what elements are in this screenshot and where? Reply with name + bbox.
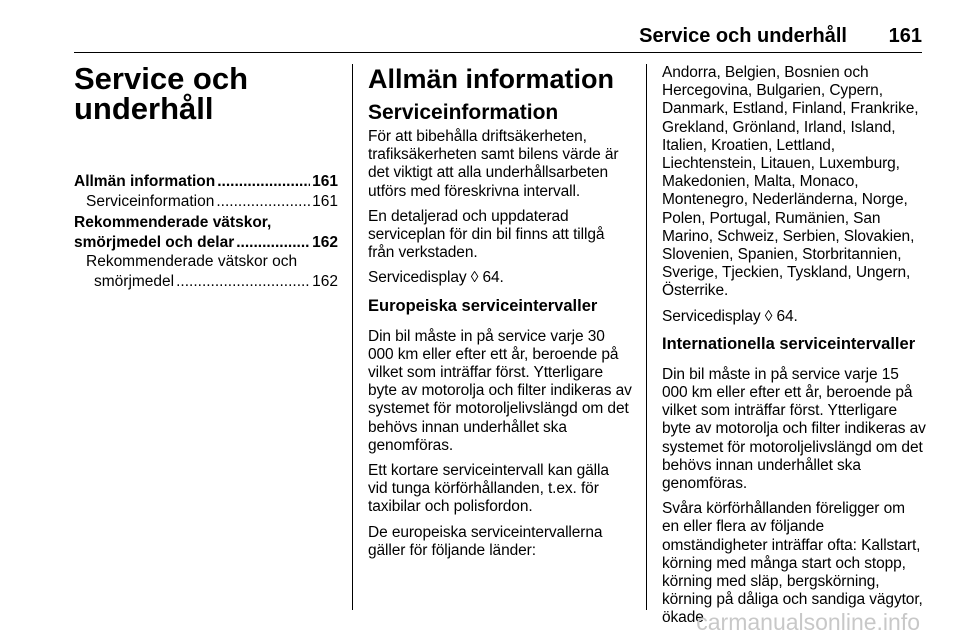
chapter-title: Service och underhåll bbox=[74, 61, 249, 126]
eu-intervals-heading: Europeiska serviceintervaller bbox=[368, 296, 598, 315]
paragraph: Din bil måste in på service varje 30 000 km eller efter ett år, beroende på vilket som inträffar först. Ytterligare byte av motorolja och filter indikeras av systemet för motoroljelivslängd om det behövs innan underhållet ska genomföras. bbox=[368, 327, 632, 454]
subsection-heading: Serviceinformation bbox=[368, 101, 559, 124]
toc-entry-rekommenderade-vatskor-smorjmedel[interactable]: Rekommenderade vätskor och smörjmedel ..... 162 bbox=[74, 252, 338, 291]
paragraph: Din bil måste in på service varje 15 000 km eller efter ett år, beroende på vilket som inträffar först. Ytterligare byte av motorolja och filter indikeras av systemet för motoroljelivslängd om det behövs innan underhållet ska genomföras. bbox=[662, 365, 926, 493]
content-column-middle bbox=[368, 64, 632, 567]
column-divider-left bbox=[352, 64, 353, 610]
country-list: Andorra, Belgien, Bosnien och Hercegovina, Bulgarien, Cypern, Danmark, Estland, Finland, Frankrike, Grekland, Grönland, Irland, Island, Italien, Kroatien, Lettland, Liechtenstein, Litauen, Luxemburg, Makedonien, Malta, Monaco, Montenegro, Nederländerna, Norge, Polen, Portugal, Rumänien, San Marino, Schweiz, Serbien, Slovakien, Slovenien, Spanien, Storbritannien, Sverige, Tjeckien, Tyskland, Ungern, Österrike. bbox=[662, 64, 919, 300]
paragraph: Ett kortare serviceintervall kan gälla vid tunga körförhållanden, t.ex. för taxibilar och polisfordon. bbox=[368, 462, 609, 516]
section-heading: Allmän information bbox=[368, 64, 615, 94]
paragraph: För att bibehålla driftsäkerheten, trafiksäkerheten samt bilens värde är det viktigt att alla underhållsarbeten utförs med föreskrivna intervall. bbox=[368, 128, 619, 200]
paragraph: Svåra körförhållanden föreligger om en eller flera av följande omständigheter inträffar ofta: Kallstart, körning med många start och stopp, körning med släp, bergskörning, körning på dåliga och sandiga vägytor, ökade bbox=[662, 500, 923, 627]
paragraph: En detaljerad och uppdaterad serviceplan för din bil finns att tillgå från verkstaden. bbox=[368, 207, 605, 262]
cross-reference[interactable]: Servicedisplay ◊ 64. bbox=[368, 269, 504, 287]
intl-intervals-heading: Internationella serviceintervaller bbox=[662, 334, 916, 353]
paragraph: De europeiska serviceintervallerna gäller för följande länder: bbox=[368, 523, 603, 559]
toc-entry-allman-information[interactable]: Allmän information ..... 161 bbox=[74, 172, 338, 192]
watermark: carmanualsonline.info bbox=[696, 609, 920, 635]
content-column-right bbox=[662, 64, 926, 635]
column-divider-right bbox=[646, 64, 647, 610]
running-header-title: Service och underhåll bbox=[639, 25, 847, 47]
toc-entry-rekommenderade-vatskor-delar[interactable]: Rekommenderade vätskor, smörjmedel och delar ..... 162 bbox=[74, 213, 338, 252]
cross-reference[interactable]: Servicedisplay ◊ 64. bbox=[662, 307, 798, 325]
toc-column bbox=[74, 61, 338, 291]
running-header bbox=[74, 24, 922, 53]
table-of-contents bbox=[74, 172, 338, 291]
toc-entry-serviceinformation[interactable]: Serviceinformation ..... 161 bbox=[74, 192, 338, 212]
page-number: 161 bbox=[888, 25, 922, 47]
